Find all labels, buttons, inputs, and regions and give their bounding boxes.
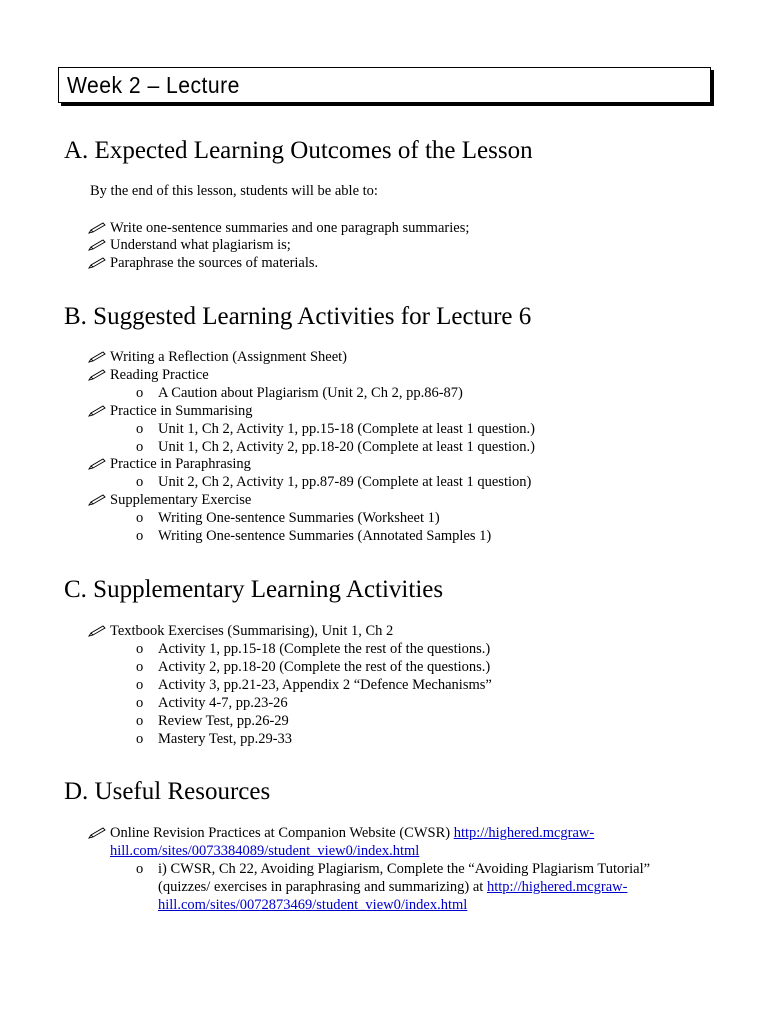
sub-list-item-text: A Caution about Plagiarism (Unit 2, Ch 2, pp.86-87)	[158, 385, 463, 401]
circle-bullet: o	[136, 713, 144, 729]
list-item	[88, 348, 347, 366]
pencil-icon	[88, 366, 110, 384]
sub-list-item-text: (quizzes/ exercises in paraphrasing and summarizing) at	[158, 879, 487, 895]
sub-list-item	[136, 730, 292, 748]
sub-list-item	[136, 712, 289, 730]
list-item-text: Practice in Paraphrasing	[110, 456, 251, 472]
pencil-icon	[88, 824, 110, 842]
sub-list-item-text: i) CWSR, Ch 22, Avoiding Plagiarism, Complete the “Avoiding Plagiarism Tutorial”	[158, 861, 651, 877]
page-title: Week 2 – Lecture	[67, 72, 240, 98]
sub-list-item	[136, 694, 288, 712]
list-item-text: Understand what plagiarism is;	[110, 237, 291, 253]
sub-list-item-text: Writing One-sentence Summaries (Annotated Samples 1)	[158, 528, 492, 544]
list-item-text: Reading Practice	[110, 367, 209, 383]
sub-list-item-text: Writing One-sentence Summaries (Worksheet 1)	[158, 510, 440, 526]
sub-list-item	[136, 860, 650, 878]
sub-list-item	[136, 658, 490, 676]
circle-bullet: o	[136, 695, 144, 711]
sub-list-item	[136, 473, 531, 491]
list-item	[88, 824, 594, 842]
list-item	[88, 236, 291, 254]
circle-bullet: o	[136, 677, 144, 693]
circle-bullet: o	[136, 510, 144, 526]
sub-list-item-continuation	[158, 878, 627, 896]
sub-list-item-continuation	[158, 896, 467, 914]
sub-list-item-text: Unit 1, Ch 2, Activity 2, pp.18-20 (Complete at least 1 question.)	[158, 439, 535, 455]
pencil-icon	[88, 219, 110, 237]
pencil-icon	[88, 622, 110, 640]
section-a-intro: By the end of this lesson, students will be able to:	[90, 183, 378, 199]
pencil-icon	[88, 491, 110, 509]
circle-bullet: o	[136, 528, 144, 544]
circle-bullet: o	[136, 861, 144, 877]
circle-bullet: o	[136, 385, 144, 401]
sub-list-item	[136, 384, 463, 402]
list-item-text: Practice in Summarising	[110, 403, 253, 419]
sub-list-item	[136, 509, 440, 527]
list-item-text: Textbook Exercises (Summarising), Unit 1, Ch 2	[110, 623, 394, 639]
list-item	[88, 491, 251, 509]
circle-bullet: o	[136, 421, 144, 437]
sub-list-item	[136, 438, 535, 456]
list-item	[88, 366, 209, 384]
list-item-text: Write one-sentence summaries and one paragraph summaries;	[110, 220, 470, 236]
list-item-text: Paraphrase the sources of materials.	[110, 255, 319, 271]
list-item	[88, 622, 393, 640]
cwsr-link-part1[interactable]: http://highered.mcgraw-	[453, 825, 595, 841]
list-item	[88, 455, 251, 473]
section-b-heading: B. Suggested Learning Activities for Lecture 6	[64, 303, 532, 330]
sub-list-item-text: Activity 2, pp.18-20 (Complete the rest of the questions.)	[158, 659, 491, 675]
sub-list-item-text: Activity 1, pp.15-18 (Complete the rest of the questions.)	[158, 641, 491, 657]
sub-list-item	[136, 640, 490, 658]
title-box	[58, 67, 711, 103]
sub-list-item-text: Activity 3, pp.21-23, Appendix 2 “Defence Mechanisms”	[158, 677, 492, 693]
pencil-icon	[88, 348, 110, 366]
tutorial-link-part2[interactable]: hill.com/sites/0072873469/student_view0/index.html	[158, 897, 468, 913]
sub-list-item	[136, 420, 535, 438]
sub-list-item-text: Mastery Test, pp.29-33	[158, 731, 293, 747]
pencil-icon	[88, 455, 110, 473]
sub-list-item	[136, 527, 491, 545]
cwsr-link-part2[interactable]: hill.com/sites/0073384089/student_view0/index.html	[110, 843, 420, 859]
circle-bullet: o	[136, 731, 144, 747]
list-item	[88, 402, 253, 420]
list-item-continuation	[110, 842, 419, 860]
sub-list-item-text: Unit 1, Ch 2, Activity 1, pp.15-18 (Complete at least 1 question.)	[158, 421, 535, 437]
circle-bullet: o	[136, 474, 144, 490]
pencil-icon	[88, 236, 110, 254]
circle-bullet: o	[136, 659, 144, 675]
section-c-heading: C. Supplementary Learning Activities	[64, 576, 444, 603]
section-d-heading: D. Useful Resources	[64, 778, 271, 805]
sub-list-item	[136, 676, 492, 694]
pencil-icon	[88, 402, 110, 420]
list-item-text: Writing a Reflection (Assignment Sheet)	[110, 349, 347, 365]
pencil-icon	[88, 254, 110, 272]
list-item-text: Supplementary Exercise	[110, 492, 252, 508]
sub-list-item-text: Activity 4-7, pp.23-26	[158, 695, 288, 711]
list-item	[88, 219, 469, 237]
list-item-text: Online Revision Practices at Companion Website (CWSR)	[110, 825, 454, 841]
sub-list-item-text: Unit 2, Ch 2, Activity 1, pp.87-89 (Complete at least 1 question)	[158, 474, 532, 490]
list-item	[88, 254, 318, 272]
section-a-heading: A. Expected Learning Outcomes of the Lesson	[64, 137, 533, 164]
circle-bullet: o	[136, 439, 144, 455]
tutorial-link-part1[interactable]: http://highered.mcgraw-	[486, 879, 628, 895]
circle-bullet: o	[136, 641, 144, 657]
sub-list-item-text: Review Test, pp.26-29	[158, 713, 289, 729]
